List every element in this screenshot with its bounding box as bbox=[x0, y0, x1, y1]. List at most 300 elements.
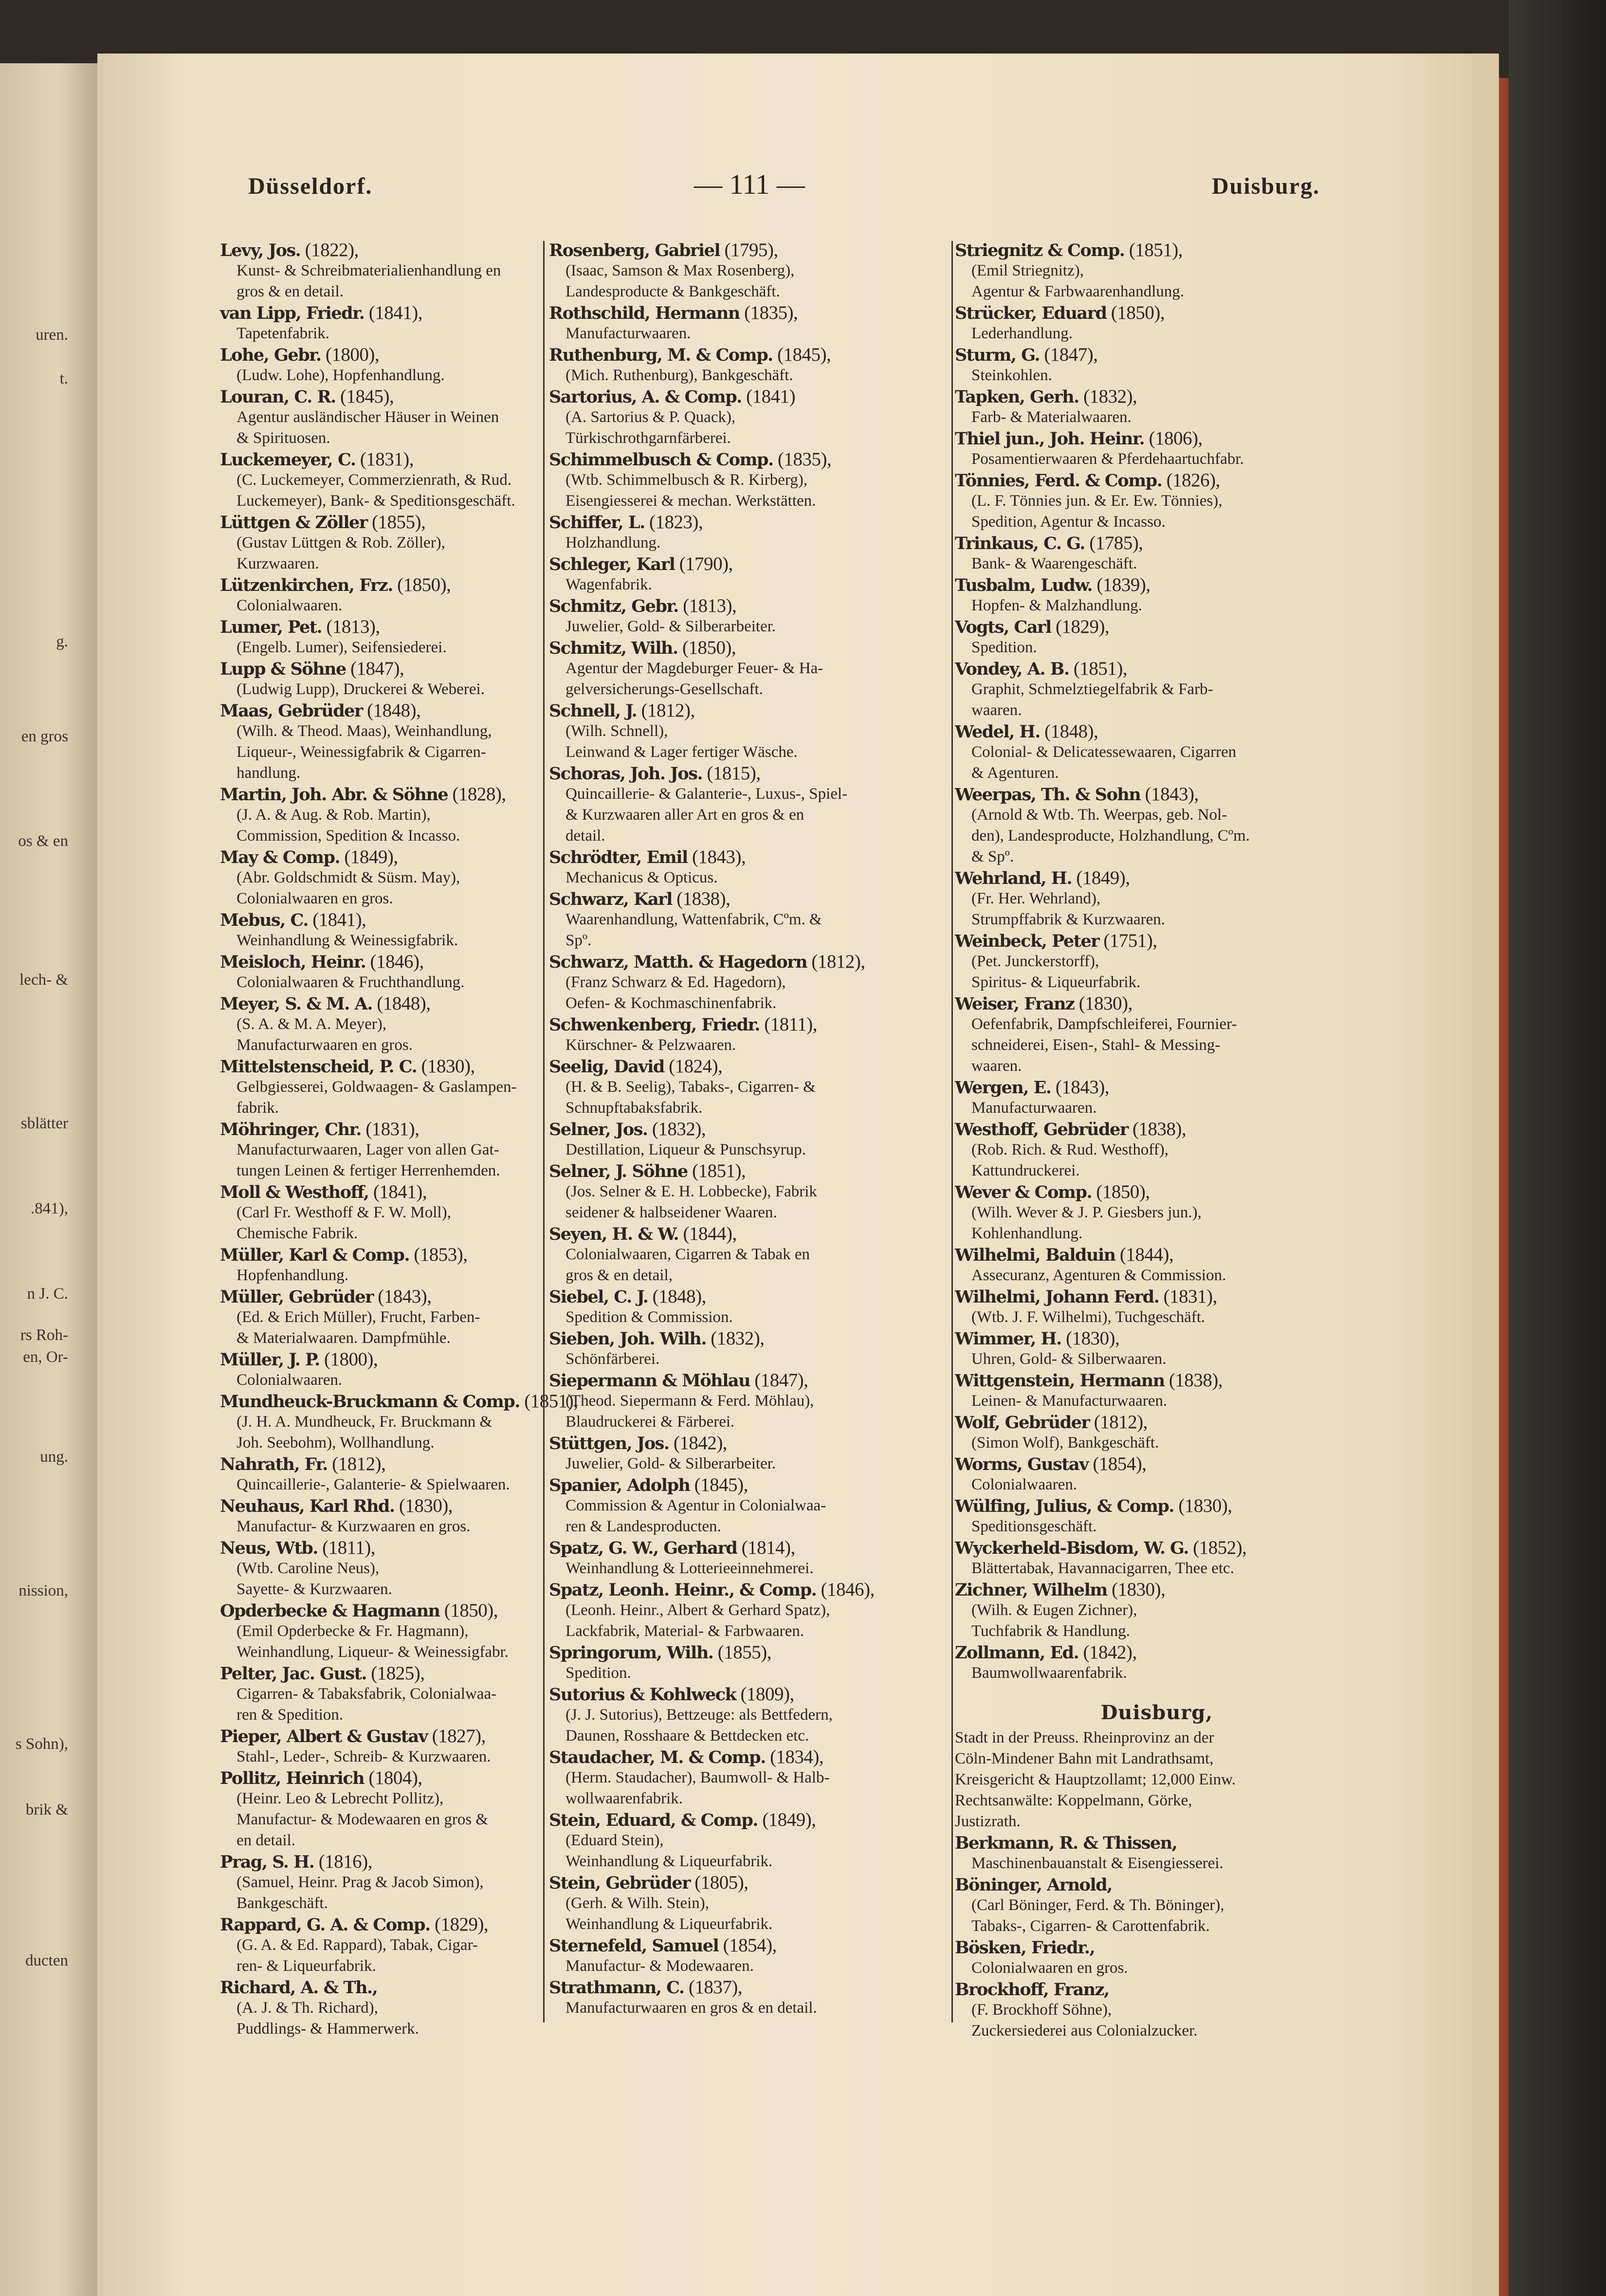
directory-entry bbox=[955, 1077, 1359, 1119]
firm-name: Schrödter, Emil bbox=[549, 847, 688, 867]
founding-year: (1809), bbox=[740, 1684, 794, 1705]
founding-year: (1842), bbox=[1083, 1642, 1137, 1663]
entry-heading bbox=[549, 239, 948, 260]
left-page-edge bbox=[0, 63, 97, 2296]
entry-detail: Graphit, Schmelztiegelfabrik & Farb- bbox=[971, 680, 1213, 698]
directory-entry bbox=[220, 1767, 541, 1851]
firm-name: Wilhelmi, Balduin bbox=[955, 1245, 1115, 1265]
founding-year: (1815), bbox=[707, 763, 761, 784]
founding-year: (1790), bbox=[679, 553, 733, 574]
directory-entry bbox=[220, 1056, 541, 1119]
entry-heading bbox=[549, 595, 948, 616]
firm-name: Sartorius, A. & Comp. bbox=[549, 387, 742, 407]
founding-year: (1830), bbox=[1078, 993, 1132, 1014]
entry-detail: Spedition, Agentur & Incasso. bbox=[971, 513, 1166, 531]
firm-name: Richard, A. & Th., bbox=[220, 1978, 378, 1998]
founding-year: (1832), bbox=[652, 1119, 706, 1139]
entry-heading bbox=[220, 700, 541, 721]
entry-detail: ren & Landesproducten. bbox=[566, 1518, 721, 1535]
founding-year: (1832), bbox=[711, 1328, 765, 1349]
entry-detail: Spedition & Commission. bbox=[566, 1308, 733, 1326]
directory-entry bbox=[955, 867, 1359, 930]
directory-entry bbox=[549, 1160, 948, 1223]
firm-name: Meisloch, Heinr. bbox=[220, 952, 366, 972]
entry-heading bbox=[220, 574, 541, 595]
entry-detail: handlung. bbox=[237, 764, 301, 782]
directory-entry bbox=[955, 1832, 1359, 1874]
entry-heading bbox=[549, 1872, 948, 1893]
entry-detail: (Wilh. & Theod. Maas), Weinhandlung, bbox=[237, 722, 492, 740]
firm-name: Nahrath, Fr. bbox=[220, 1454, 328, 1474]
entry-detail: ren & Spedition. bbox=[237, 1706, 344, 1724]
city-heading: Duisburg, bbox=[1100, 1701, 1213, 1724]
entry-detail: Luckemeyer), Bank- & Speditionsgeschäft. bbox=[237, 492, 515, 510]
entry-detail: (J. A. & Aug. & Rob. Martin), bbox=[237, 806, 431, 824]
left-page-fragment: os & en bbox=[18, 832, 68, 850]
entry-heading bbox=[220, 1349, 541, 1370]
entry-detail: waaren. bbox=[971, 1057, 1022, 1075]
entry-detail: Tapetenfabrik. bbox=[237, 325, 330, 342]
founding-year: (1843), bbox=[692, 846, 746, 867]
entry-detail: Sayette- & Kurzwaaren. bbox=[237, 1580, 392, 1598]
founding-year: (1835), bbox=[777, 449, 832, 470]
founding-year: (1855), bbox=[717, 1642, 771, 1663]
left-page-fragment: lech- & bbox=[19, 971, 68, 989]
firm-name: Wülfing, Julius, & Comp. bbox=[955, 1496, 1174, 1516]
directory-entry bbox=[220, 449, 541, 512]
entry-heading bbox=[955, 302, 1359, 323]
entry-detail: Spº. bbox=[566, 932, 592, 949]
firm-name: Strathmann, C. bbox=[549, 1978, 684, 1998]
entry-detail: Assecuranz, Agenturen & Commission. bbox=[971, 1267, 1226, 1284]
firm-name: Lützenkirchen, Frz. bbox=[220, 575, 393, 595]
entry-detail: Agentur der Magdeburger Feuer- & Ha- bbox=[566, 660, 823, 677]
founding-year: (1850), bbox=[397, 574, 451, 595]
entry-heading bbox=[955, 1579, 1359, 1600]
entry-heading bbox=[549, 386, 948, 407]
founding-year: (1853), bbox=[414, 1244, 468, 1265]
founding-year: (1830), bbox=[399, 1495, 453, 1516]
entry-detail: Strumpffabrik & Kurzwaaren. bbox=[971, 911, 1166, 928]
entry-detail: Daunen, Rosshaare & Bettdecken etc. bbox=[566, 1727, 809, 1745]
founding-year: (1824), bbox=[669, 1056, 723, 1077]
directory-entry bbox=[220, 1391, 578, 1453]
entry-heading bbox=[955, 1412, 1359, 1433]
entry-detail: (Fr. Her. Wehrland), bbox=[971, 890, 1101, 907]
firm-name: Rappard, G. A. & Comp. bbox=[220, 1915, 430, 1935]
entry-detail: Kohlenhandlung. bbox=[971, 1225, 1083, 1242]
founding-year: (1841), bbox=[373, 1181, 427, 1202]
entry-detail: (C. Luckemeyer, Commerzienrath, & Rud. bbox=[237, 471, 512, 489]
entry-detail: Manufacturwaaren en gros. bbox=[237, 1036, 413, 1054]
entry-heading bbox=[955, 993, 1359, 1014]
entry-detail: Kattundruckerei. bbox=[971, 1162, 1080, 1179]
founding-year: (1800), bbox=[324, 1349, 378, 1370]
entry-detail: (L. F. Tönnies jun. & Er. Ew. Tönnies), bbox=[971, 492, 1223, 510]
entry-detail: (Wtb. J. F. Wilhelmi), Tuchgeschäft. bbox=[971, 1308, 1205, 1326]
left-page-fragment: g. bbox=[56, 633, 68, 650]
founding-year: (1849), bbox=[762, 1809, 816, 1830]
firm-name: Springorum, Wilh. bbox=[549, 1643, 713, 1663]
entry-heading bbox=[955, 1979, 1359, 2000]
entry-detail: Waarenhandlung, Wattenfabrik, Cºm. & bbox=[566, 911, 822, 928]
entry-detail: Stahl-, Leder-, Schreib- & Kurzwaaren. bbox=[237, 1748, 491, 1765]
left-page-fragment: brik & bbox=[25, 1801, 68, 1818]
entry-detail: & Agenturen. bbox=[971, 764, 1059, 782]
entry-detail: Chemische Fabrik. bbox=[237, 1225, 358, 1242]
city-description: Stadt in der Preuss. Rheinprovinz an der bbox=[955, 1729, 1214, 1746]
left-page-fragment: sblätter bbox=[20, 1115, 68, 1132]
firm-name: Wolf, Gebrüder bbox=[955, 1413, 1090, 1433]
entry-heading bbox=[549, 1579, 948, 1600]
entry-detail: (Herm. Staudacher), Baumwoll- & Halb- bbox=[566, 1769, 830, 1786]
directory-entry bbox=[220, 239, 541, 302]
entry-detail: & Spirituosen. bbox=[237, 429, 330, 447]
entry-detail: Oefenfabrik, Dampfschleiferei, Fournier- bbox=[971, 1015, 1237, 1033]
entry-detail: Manufactur- & Kurzwaaren en gros. bbox=[237, 1518, 471, 1535]
entry-heading bbox=[549, 1160, 948, 1181]
founding-year: (1795), bbox=[724, 239, 778, 260]
entry-heading bbox=[220, 846, 541, 867]
entry-detail: ren- & Liqueurfabrik. bbox=[237, 1957, 376, 1975]
firm-name: Sturm, G. bbox=[955, 345, 1040, 365]
founding-year: (1851), bbox=[1073, 658, 1128, 679]
entry-detail: Weinhandlung & Lotterieeinnehmerei. bbox=[566, 1560, 814, 1577]
entry-detail: (S. A. & M. A. Meyer), bbox=[237, 1015, 386, 1033]
entry-detail: (Arnold & Wtb. Th. Weerpas, geb. Nol- bbox=[971, 806, 1227, 824]
entry-heading bbox=[549, 302, 948, 323]
founding-year: (1843), bbox=[1055, 1077, 1110, 1098]
founding-year: (1835), bbox=[744, 302, 798, 323]
entry-heading bbox=[220, 993, 541, 1014]
entry-detail: Weinhandlung, Liqueur- & Weinessigfabr. bbox=[237, 1643, 509, 1661]
firm-name: May & Comp. bbox=[220, 847, 340, 867]
directory-entry bbox=[549, 1286, 948, 1328]
entry-detail: den), Landesproducte, Holzhandlung, Cºm. bbox=[971, 827, 1250, 845]
entry-detail: Colonial- & Delicatessewaaren, Cigarren bbox=[971, 743, 1237, 761]
founding-year: (1845), bbox=[694, 1474, 748, 1495]
entry-detail: Colonialwaaren. bbox=[237, 597, 343, 614]
directory-entry bbox=[955, 658, 1359, 721]
entry-detail: Manufactur- & Modewaaren. bbox=[566, 1957, 754, 1975]
left-page-fragment: t. bbox=[59, 370, 68, 387]
firm-name: Müller, Gebrüder bbox=[220, 1287, 374, 1307]
founding-year: (1850), bbox=[1111, 302, 1165, 323]
directory-entry bbox=[220, 1726, 541, 1767]
founding-year: (1847), bbox=[754, 1370, 808, 1391]
entry-detail: Hopfen- & Malzhandlung. bbox=[971, 597, 1142, 614]
firm-name: Zollmann, Ed. bbox=[955, 1643, 1079, 1663]
entry-detail: gros & en detail. bbox=[237, 283, 344, 300]
firm-name: Worms, Gustav bbox=[955, 1454, 1089, 1474]
directory-entry bbox=[955, 1453, 1359, 1495]
firm-name: Mittelstenscheid, P. C. bbox=[220, 1057, 417, 1077]
firm-name: Neus, Wtb. bbox=[220, 1538, 318, 1558]
entry-heading bbox=[955, 784, 1359, 805]
entry-detail: Weinhandlung & Liqueurfabrik. bbox=[566, 1853, 773, 1870]
firm-name: Thiel jun., Joh. Heinr. bbox=[955, 429, 1145, 449]
directory-entry bbox=[220, 1349, 541, 1391]
entry-detail: Lackfabrik, Material- & Farbwaaren. bbox=[566, 1622, 804, 1640]
founding-year: (1831), bbox=[1163, 1286, 1217, 1307]
entry-heading bbox=[955, 1642, 1359, 1663]
entry-heading bbox=[549, 1328, 948, 1349]
founding-year: (1830), bbox=[1112, 1579, 1166, 1600]
founding-year: (1826), bbox=[1166, 470, 1220, 491]
founding-year: (1852), bbox=[1193, 1537, 1247, 1558]
directory-entry bbox=[220, 386, 541, 449]
firm-name: Westhoff, Gebrüder bbox=[955, 1120, 1128, 1139]
founding-year: (1839), bbox=[1096, 574, 1150, 595]
entry-detail: Liqueur-, Weinessigfabrik & Cigarren- bbox=[237, 743, 486, 761]
directory-entry bbox=[955, 239, 1359, 302]
founding-year: (1841), bbox=[312, 909, 366, 930]
directory-entry bbox=[220, 909, 541, 951]
entry-detail: (Emil Striegnitz), bbox=[971, 262, 1084, 279]
directory-entry bbox=[549, 449, 948, 512]
entry-detail: Tabaks-, Cigarren- & Carottenfabrik. bbox=[971, 1917, 1210, 1935]
entry-detail: wollwaarenfabrik. bbox=[566, 1790, 683, 1807]
entry-detail: (H. & B. Seelig), Tabaks-, Cigarren- & bbox=[566, 1078, 816, 1096]
founding-year: (1850), bbox=[682, 637, 736, 658]
entry-detail: (Franz Schwarz & Ed. Hagedorn), bbox=[566, 974, 786, 991]
entry-heading bbox=[549, 1642, 948, 1663]
directory-entry bbox=[220, 344, 541, 386]
directory-entry bbox=[955, 1181, 1359, 1244]
directory-entry bbox=[955, 386, 1359, 428]
directory-entry bbox=[955, 1286, 1359, 1328]
firm-name: Prag, S. H. bbox=[220, 1852, 314, 1872]
directory-entry bbox=[220, 512, 541, 574]
firm-name: Spatz, G. W., Gerhard bbox=[549, 1538, 737, 1558]
firm-name: Stein, Gebrüder bbox=[549, 1873, 691, 1893]
entry-heading bbox=[220, 239, 541, 260]
entry-detail: Colonialwaaren en gros. bbox=[237, 890, 393, 907]
firm-name: Moll & Westhoff, bbox=[220, 1182, 369, 1202]
firm-name: Weinbeck, Peter bbox=[955, 931, 1099, 951]
entry-detail: tungen Leinen & fertiger Herrenhemden. bbox=[237, 1162, 500, 1179]
entry-heading bbox=[549, 344, 948, 365]
entry-heading bbox=[220, 1495, 541, 1516]
entry-detail: Wagenfabrik. bbox=[566, 576, 652, 593]
entry-detail: Gelbgiesserei, Goldwaagen- & Gaslampen- bbox=[237, 1078, 517, 1096]
directory-entry bbox=[955, 1495, 1359, 1537]
directory-entry bbox=[220, 1119, 541, 1181]
entry-heading bbox=[220, 1914, 541, 1935]
firm-name: Selner, J. Söhne bbox=[549, 1161, 688, 1181]
firm-name: Zichner, Wilhelm bbox=[955, 1580, 1107, 1600]
firm-name: Opderbecke & Hagmann bbox=[220, 1601, 440, 1621]
entry-heading bbox=[549, 1433, 948, 1453]
entry-heading bbox=[549, 637, 948, 658]
founding-year: (1828), bbox=[452, 784, 506, 805]
entry-heading bbox=[955, 574, 1359, 595]
founding-year: (1816), bbox=[318, 1851, 372, 1872]
firm-name: Vondey, A. B. bbox=[955, 659, 1069, 679]
entry-detail: schneiderei, Eisen-, Stahl- & Messing- bbox=[971, 1036, 1221, 1054]
entry-heading bbox=[955, 1077, 1359, 1098]
firm-name: Strücker, Eduard bbox=[955, 303, 1107, 323]
entry-heading bbox=[549, 1537, 948, 1558]
entry-heading bbox=[220, 1726, 541, 1746]
directory-entry bbox=[549, 700, 948, 763]
entry-detail: Lederhandlung. bbox=[971, 325, 1073, 342]
directory-entry bbox=[955, 302, 1359, 344]
directory-entry bbox=[549, 1056, 948, 1119]
entry-heading bbox=[549, 1977, 948, 1998]
directory-entry bbox=[549, 763, 948, 846]
founding-year: (1823), bbox=[649, 512, 703, 533]
column-rule bbox=[543, 241, 545, 2022]
firm-name: Martin, Joh. Abr. & Söhne bbox=[220, 785, 448, 805]
founding-year: (1812), bbox=[1094, 1412, 1148, 1433]
entry-heading bbox=[955, 867, 1359, 888]
directory-entry bbox=[220, 302, 541, 344]
directory-entry bbox=[220, 1977, 541, 2039]
firm-name: Bösken, Friedr., bbox=[955, 1938, 1095, 1958]
directory-entry bbox=[220, 700, 541, 784]
entry-heading bbox=[549, 951, 948, 972]
founding-year: (1831), bbox=[360, 449, 414, 470]
founding-year: (1814), bbox=[741, 1537, 795, 1558]
directory-entry bbox=[220, 951, 541, 993]
firm-name: Berkmann, R. & Thissen, bbox=[955, 1833, 1177, 1853]
entry-heading bbox=[220, 302, 541, 323]
entry-detail: Kurzwaaren. bbox=[237, 555, 319, 572]
entry-heading bbox=[955, 1874, 1359, 1895]
entry-heading bbox=[955, 1181, 1359, 1202]
entry-detail: Steinkohlen. bbox=[971, 367, 1052, 384]
entry-detail: Manufacturwaaren. bbox=[566, 325, 691, 342]
founding-year: (1800), bbox=[325, 344, 380, 365]
firm-name: Weerpas, Th. & Sohn bbox=[955, 785, 1141, 805]
entry-detail: (G. A. & Ed. Rappard), Tabak, Cigar- bbox=[237, 1936, 478, 1954]
entry-detail: & Kurzwaaren aller Art en gros & en bbox=[566, 806, 804, 824]
founding-year: (1846), bbox=[370, 951, 424, 972]
left-page-fragment: .841), bbox=[31, 1200, 68, 1217]
directory-entry bbox=[549, 1014, 948, 1056]
entry-heading bbox=[220, 1537, 541, 1558]
founding-year: (1849), bbox=[1076, 867, 1130, 888]
founding-year: (1841), bbox=[368, 302, 422, 323]
directory-entry bbox=[549, 1433, 948, 1474]
directory-entry bbox=[549, 637, 948, 700]
firm-name: Weiser, Franz bbox=[955, 994, 1075, 1014]
founding-year: (1850), bbox=[1096, 1181, 1150, 1202]
entry-detail: (Emil Opderbecke & Fr. Hagmann), bbox=[237, 1622, 469, 1640]
entry-detail: (J. H. A. Mundheuck, Fr. Bruckmann & bbox=[237, 1413, 493, 1431]
column-rule bbox=[951, 241, 953, 2022]
firm-name: Tusbalm, Ludw. bbox=[955, 575, 1093, 595]
firm-name: Meyer, S. & M. A. bbox=[220, 994, 373, 1014]
entry-heading bbox=[955, 658, 1359, 679]
founding-year: (1851), bbox=[524, 1391, 578, 1412]
entry-detail: Manufacturwaaren. bbox=[971, 1099, 1097, 1117]
entry-detail: Quincaillerie-, Galanterie- & Spielwaaren. bbox=[237, 1476, 510, 1493]
entry-detail: (Ludwig Lupp), Druckerei & Weberei. bbox=[237, 680, 485, 698]
entry-detail: Kunst- & Schreibmaterialienhandlung en bbox=[237, 262, 501, 279]
entry-heading bbox=[955, 1244, 1359, 1265]
directory-entry bbox=[955, 470, 1359, 533]
entry-detail: Landesproducte & Bankgeschäft. bbox=[566, 283, 780, 300]
entry-heading bbox=[955, 1119, 1359, 1139]
entry-heading bbox=[549, 700, 948, 721]
entry-heading bbox=[549, 763, 948, 784]
directory-entry bbox=[549, 1474, 948, 1537]
left-page-fragment: nission, bbox=[18, 1582, 68, 1599]
entry-heading bbox=[220, 1391, 578, 1412]
founding-year: (1838), bbox=[676, 888, 730, 909]
firm-name: Pelter, Jac. Gust. bbox=[220, 1664, 366, 1684]
firm-name: Stein, Eduard, & Comp. bbox=[549, 1810, 758, 1830]
entry-detail: Juwelier, Gold- & Silberarbeiter. bbox=[566, 1455, 776, 1472]
entry-heading bbox=[549, 1474, 948, 1495]
entry-heading bbox=[549, 1014, 948, 1035]
entry-heading bbox=[220, 1851, 541, 1872]
founding-year: (1854), bbox=[1093, 1453, 1147, 1474]
firm-name: Sutorius & Kohlweck bbox=[549, 1685, 736, 1705]
entry-detail: Türkischrothgarnfärberei. bbox=[566, 429, 731, 447]
directory-entry bbox=[220, 846, 541, 909]
directory-entry bbox=[549, 512, 948, 553]
firm-name: Lupp & Söhne bbox=[220, 659, 346, 679]
entry-heading bbox=[549, 1056, 948, 1077]
entry-heading bbox=[955, 470, 1359, 491]
entry-heading bbox=[220, 1600, 541, 1621]
directory-entry bbox=[549, 1328, 948, 1370]
entry-detail: (A. J. & Th. Richard), bbox=[237, 1999, 378, 2017]
founding-year: (1847), bbox=[1044, 344, 1098, 365]
directory-entry bbox=[955, 1537, 1359, 1579]
firm-name: Wimmer, H. bbox=[955, 1329, 1061, 1349]
founding-year: (1843), bbox=[1145, 784, 1199, 805]
directory-entry bbox=[220, 574, 541, 616]
entry-detail: & Materialwaaren. Dampfmühle. bbox=[237, 1329, 451, 1347]
founding-year: (1844), bbox=[1119, 1244, 1174, 1265]
firm-name: Striegnitz & Comp. bbox=[955, 240, 1125, 260]
founding-year: (1830), bbox=[421, 1056, 475, 1077]
directory-entry bbox=[549, 1872, 948, 1935]
directory-entry bbox=[955, 1874, 1359, 1937]
directory-entry bbox=[220, 616, 541, 658]
entry-detail: Kürschner- & Pelzwaaren. bbox=[566, 1036, 736, 1054]
entry-heading bbox=[220, 658, 541, 679]
entry-detail: (Isaac, Samson & Max Rosenberg), bbox=[566, 262, 795, 279]
entry-detail: Manufacturwaaren en gros & en detail. bbox=[566, 1999, 817, 2017]
firm-name: Rothschild, Hermann bbox=[549, 303, 740, 323]
directory-entry bbox=[955, 1412, 1359, 1453]
city-description: Cöln-Mindener Bahn mit Landrathsamt, bbox=[955, 1750, 1214, 1767]
entry-heading bbox=[220, 344, 541, 365]
founding-year: (1841) bbox=[746, 386, 796, 407]
founding-year: (1811), bbox=[764, 1014, 818, 1035]
entry-detail: fabrik. bbox=[237, 1099, 279, 1117]
directory-entry bbox=[955, 344, 1359, 386]
entry-heading bbox=[549, 888, 948, 909]
directory-entry bbox=[955, 1328, 1359, 1370]
entry-heading bbox=[220, 1453, 541, 1474]
directory-entry bbox=[549, 302, 948, 344]
entry-detail: Spedition. bbox=[971, 639, 1037, 656]
founding-year: (1829), bbox=[1056, 616, 1110, 637]
column-1 bbox=[220, 239, 578, 2039]
founding-year: (1829), bbox=[434, 1914, 489, 1935]
entry-detail: Spedition. bbox=[566, 1664, 631, 1682]
founding-year: (1845), bbox=[340, 386, 394, 407]
firm-name: Wilhelmi, Johann Ferd. bbox=[955, 1287, 1159, 1307]
directory-entry bbox=[549, 595, 948, 637]
entry-heading bbox=[220, 1663, 541, 1684]
